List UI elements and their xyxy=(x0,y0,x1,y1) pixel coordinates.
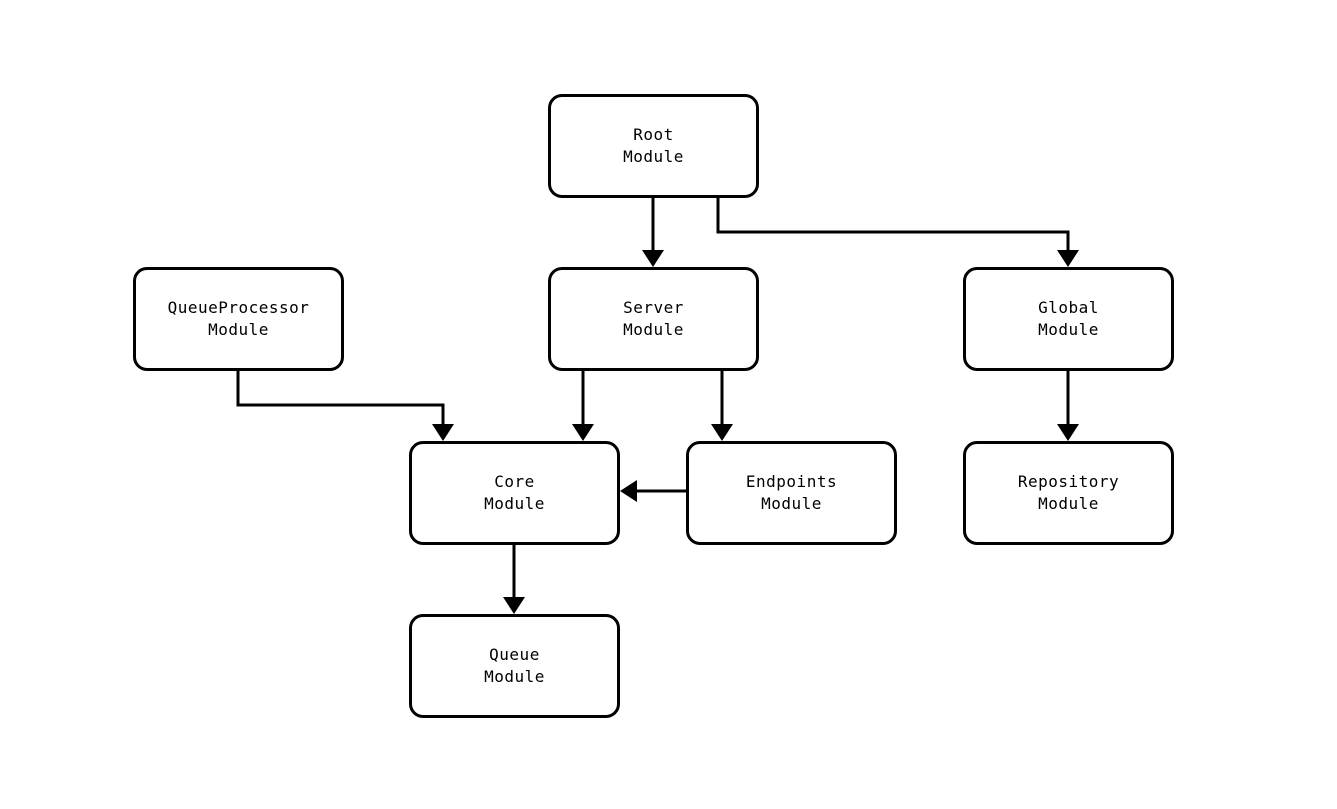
node-root-title: Root xyxy=(633,125,674,144)
node-global-title: Global xyxy=(1038,298,1099,317)
node-server-subtitle: Module xyxy=(623,320,684,339)
edge-queueprocessor-to-core xyxy=(238,371,443,426)
arrowhead-global-to-repository xyxy=(1057,424,1079,441)
node-core-subtitle: Module xyxy=(484,494,545,513)
node-global[interactable] xyxy=(963,267,1174,371)
edge-root-to-global xyxy=(718,198,1068,252)
node-repository-subtitle: Module xyxy=(1038,494,1099,513)
node-server[interactable] xyxy=(548,267,759,371)
arrowhead-server-to-core xyxy=(572,424,594,441)
arrowhead-root-to-global xyxy=(1057,250,1079,267)
arrowhead-core-to-queue xyxy=(503,597,525,614)
node-endpoints[interactable] xyxy=(686,441,897,545)
arrowhead-root-to-server xyxy=(642,250,664,267)
node-queue[interactable] xyxy=(409,614,620,718)
node-repository[interactable] xyxy=(963,441,1174,545)
node-queueprocessor-subtitle: Module xyxy=(208,320,269,339)
node-server-title: Server xyxy=(623,298,684,317)
node-global-subtitle: Module xyxy=(1038,320,1099,339)
arrowhead-endpoints-to-core xyxy=(620,480,637,502)
node-repository-title: Repository xyxy=(1017,472,1120,491)
node-endpoints-title: Endpoints xyxy=(745,472,838,491)
node-root[interactable] xyxy=(548,94,759,198)
node-endpoints-subtitle: Module xyxy=(761,494,822,513)
node-queueprocessor-title: QueueProcessor xyxy=(167,298,310,317)
node-queue-title: Queue xyxy=(489,645,540,664)
node-root-subtitle: Module xyxy=(623,147,684,166)
node-core-title: Core xyxy=(494,472,535,491)
arrowhead-queueprocessor-to-core xyxy=(432,424,454,441)
arrowhead-server-to-endpoints xyxy=(711,424,733,441)
node-queue-subtitle: Module xyxy=(484,667,545,686)
node-queueprocessor[interactable] xyxy=(133,267,344,371)
node-core[interactable] xyxy=(409,441,620,545)
